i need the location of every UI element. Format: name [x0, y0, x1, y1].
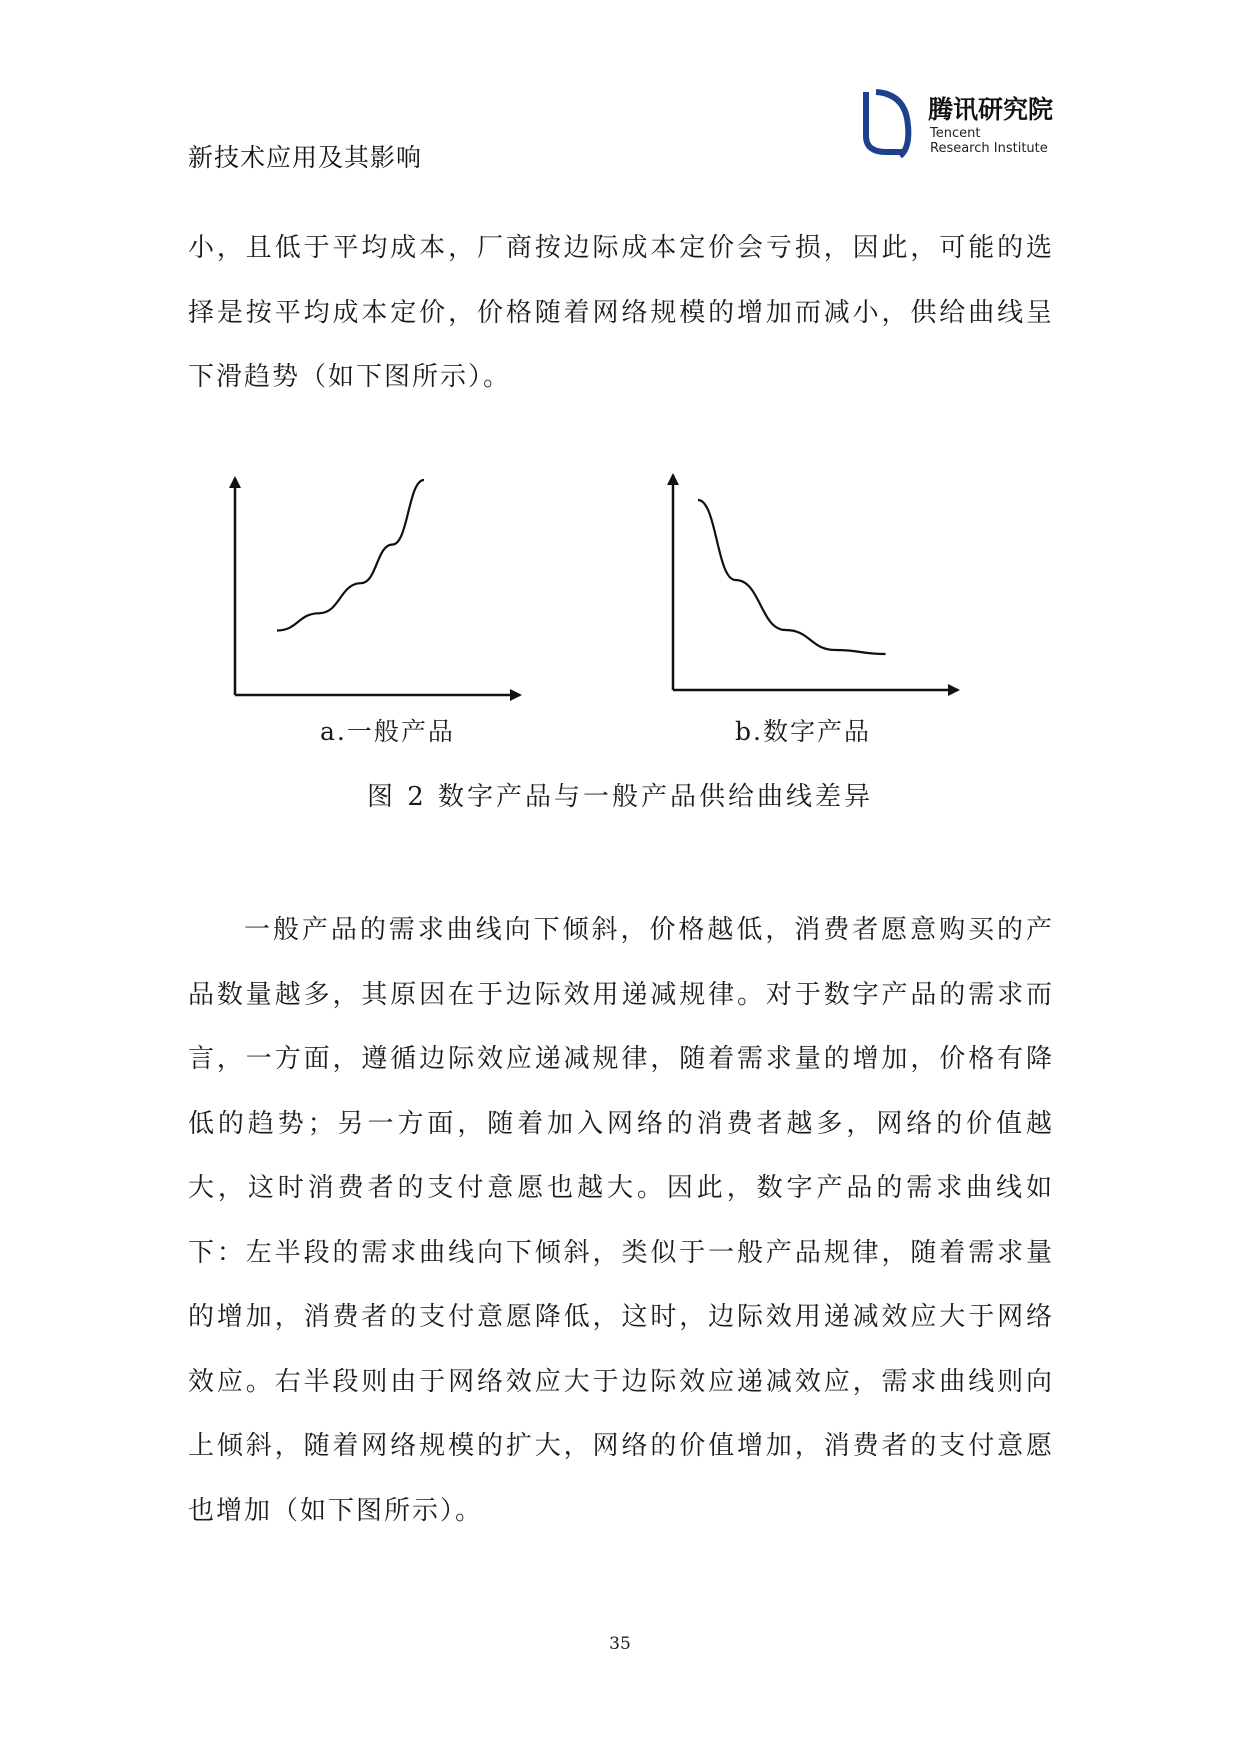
header-title: 新技术应用及其影响: [188, 143, 423, 172]
logo-chinese-name: 腾讯研究院: [928, 95, 1054, 124]
logo-english-name: [930, 126, 1048, 156]
chart-b-caption: b.数字产品: [735, 717, 871, 746]
chart-b-curve: [698, 500, 886, 654]
charts-svg: [0, 440, 1240, 740]
paragraph-supply-curve: 小，且低于平均成本，厂商按边际成本定价会亏损，因此，可能的选择是按平均成本定价，价格随着网络规模的增加而减小，供给曲线呈下滑趋势（如下图所示）。: [188, 233, 1054, 392]
figure-supply-curves: [0, 440, 1240, 820]
chart-a-caption: a.一般产品: [320, 717, 455, 746]
paragraph-demand-curve: 一般产品的需求曲线向下倾斜，价格越低，消费者愿意购买的产品数量越多，其原因在于边际效用递减规律。对于数字产品的需求而言，一方面，遵循边际效应递减规律，随着需求量的增加，价格有降低的趋势；另一方面，随着加入网络的消费者越多，网络的价值越大，这时消费者的支付意愿也越大。因此，数字产品的需求曲线如下：左半段的需求曲线向下倾斜，类似于一般产品规律，随着需求量的增加，消费者的支付意愿降低，这时，边际效用递减效应大于网络效应。右半段则由于网络效应大于边际效应递减效应，需求曲线则向上倾斜，随着网络规模的扩大，网络的价值增加，消费者的支付意愿也增加（如下图所示）。: [188, 915, 1054, 1526]
logo-english-line1: Tencent: [930, 126, 981, 141]
figure-caption: 图 2 数字产品与一般产品供给曲线差异: [366, 782, 874, 812]
chart-a-curve: [277, 480, 424, 631]
logo-mark-icon: [860, 86, 920, 158]
page-number: 35: [609, 1634, 631, 1654]
tencent-research-logo: [860, 86, 1080, 158]
logo-english-line2: Research Institute: [930, 141, 1048, 156]
